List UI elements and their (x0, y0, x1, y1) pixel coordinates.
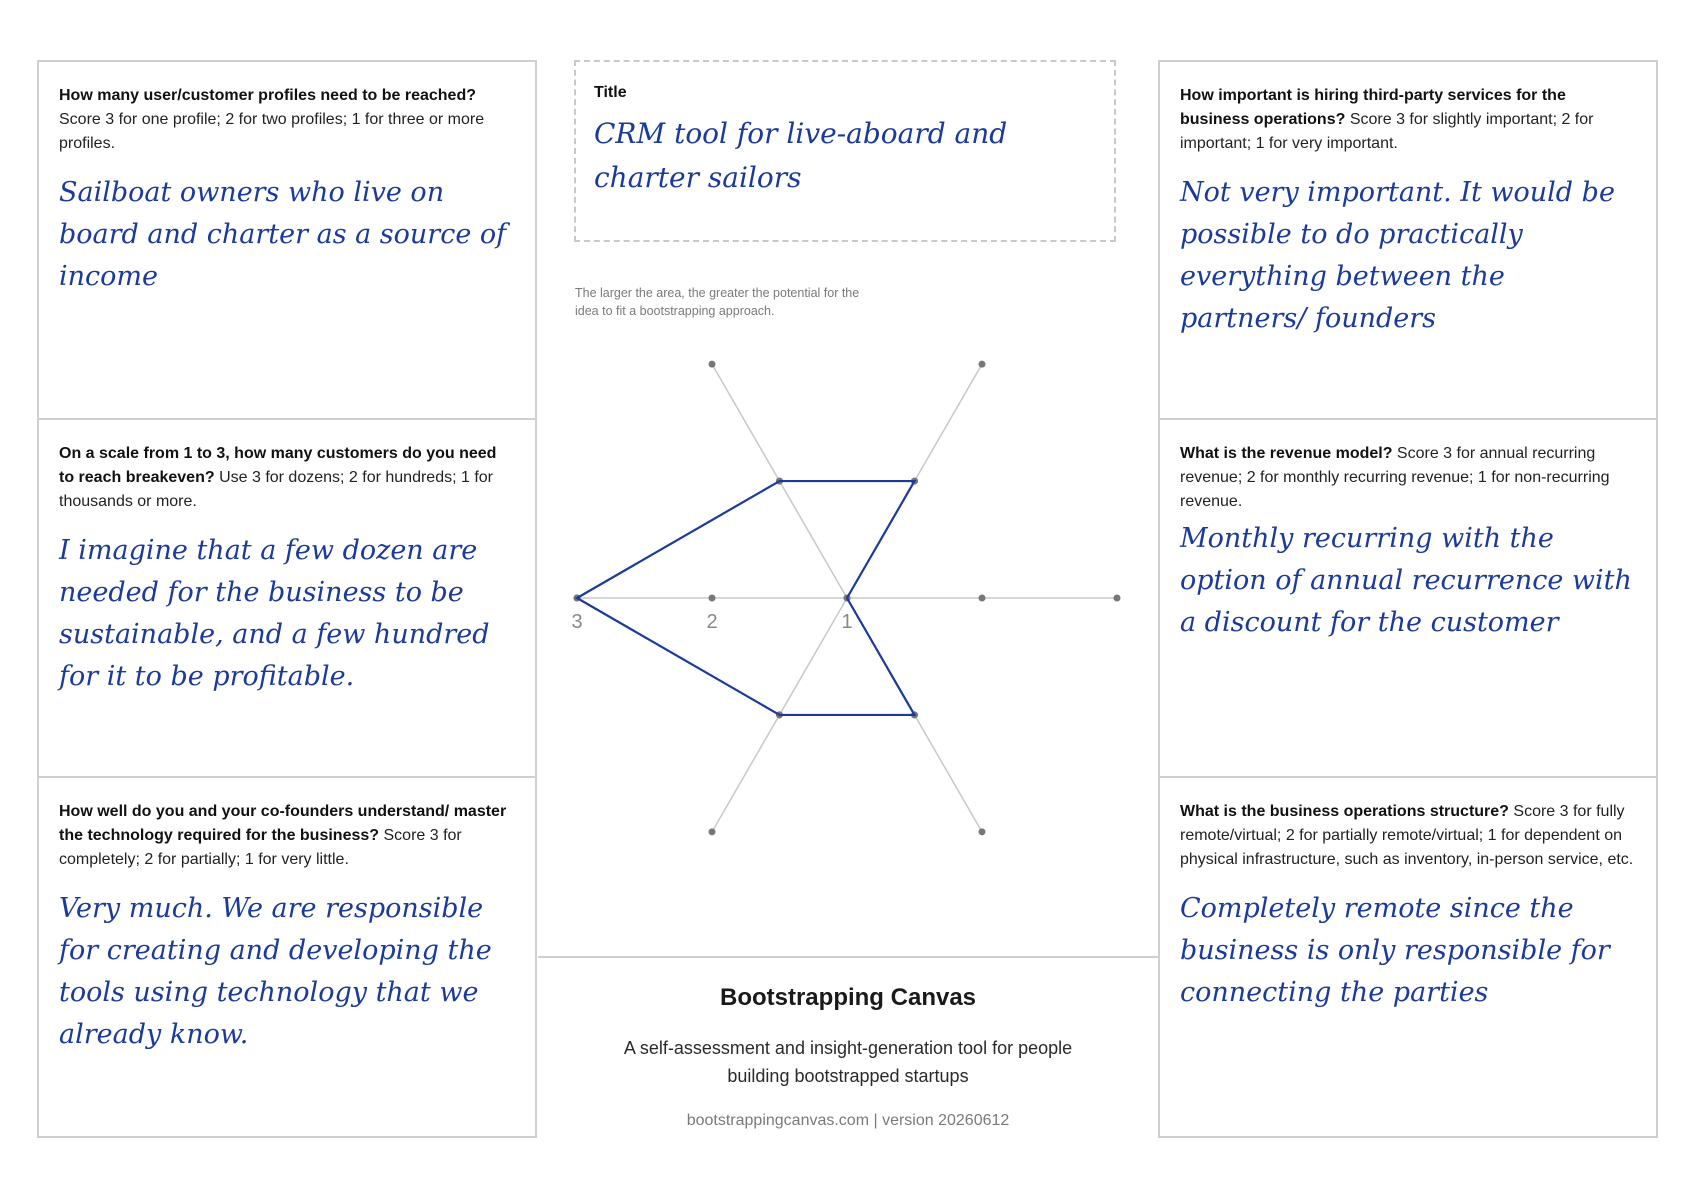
radar-dot-revenue-1 (979, 595, 986, 602)
title-label: Title (594, 84, 627, 101)
answer-operations[interactable]: Completely remote since the business is only responsible for connecting the parties (1180, 893, 1610, 1008)
answer-breakeven[interactable]: I imagine that a few dozen are needed for the business to be sustainable, and a few hundred for it to be profitable. (59, 535, 490, 692)
question-technology: How well do you and your co-founders understand/ master the technology required for the business? Score 3 for completely; 2 for partially; 1 for very little. (59, 803, 507, 868)
radar-dot-operations-2 (979, 828, 986, 835)
question-breakeven: On a scale from 1 to 3, how many customers do you need to reach breakeven? Use 3 for dozens; 2 for hundreds; 1 for thousands or more. (59, 445, 497, 510)
question-profiles: How many user/customer profiles need to be reached? Score 3 for one profile; 2 for two profiles; 1 for three or more profiles. (59, 87, 485, 152)
answer-third-party[interactable]: Not very important. It would be possible to do practically everything between the partners/ founders (1180, 177, 1615, 334)
answer-technology[interactable]: Very much. We are responsible for creating and developing the tools using technology that we already know. (59, 893, 492, 1050)
canvas-version[interactable]: bootstrappingcanvas.com | version 20260612 (686, 1112, 1010, 1129)
title-value[interactable]: CRM tool for live-aboard and charter sailors (594, 117, 1008, 194)
canvas-description: A self-assessment and insight-generation tool for people building bootstrapped startups (623, 1038, 1073, 1086)
radar-dot-breakeven-1 (709, 595, 716, 602)
radar-dot-profiles-2 (709, 361, 716, 368)
canvas-name: Bootstrapping Canvas (719, 984, 977, 1011)
radar-scale-labels (571, 611, 852, 633)
question-operations: What is the business operations structure? Score 3 for fully remote/virtual; 2 for partially remote/virtual; 1 for dependent on physical infrastructure, such as inventory, in-person service, etc. (1180, 803, 1634, 868)
footer (538, 956, 1158, 1138)
answer-revenue[interactable]: Monthly recurring with the option of annual recurrence with a discount for the customer (1180, 523, 1632, 638)
answer-profiles[interactable]: Sailboat owners who live on board and charter as a source of income (59, 177, 507, 292)
radar-hint: The larger the area, the greater the potential for the idea to fit a bootstrapping approach. (575, 286, 860, 318)
radar-scale-label-2: 2 (706, 611, 718, 633)
radar-dot-revenue-2 (1114, 595, 1121, 602)
radar-dot-third_party-2 (979, 361, 986, 368)
question-revenue: What is the revenue model? Score 3 for annual recurring revenue; 2 for monthly recurring revenue; 1 for non-recurring revenue. (1180, 445, 1610, 510)
question-third-party: How important is hiring third-party services for the business operations? Score 3 for slightly important; 2 for important; 1 for very important. (1180, 87, 1594, 152)
radar-scale-label-1: 1 (841, 611, 853, 633)
radar-scale-label-3: 3 (571, 611, 583, 633)
radar-dot-technology-2 (709, 828, 716, 835)
